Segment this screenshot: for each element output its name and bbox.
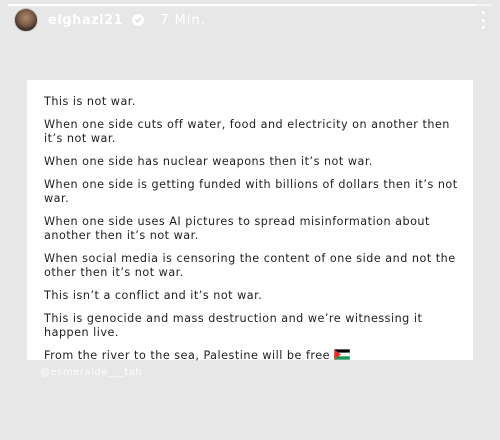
username[interactable]: elghazi21 [48,12,124,28]
note-paragraph: This is not war. [44,95,136,108]
note-paragraph: This isn’t a conflict and it’s not war. [44,289,263,302]
note-paragraph: When social media is censoring the content of one side and not the other then it’s not war. [44,252,456,279]
note-paragraph-last [44,349,461,364]
palestine-flag-icon [334,349,350,364]
note-paragraph: When one side has nuclear weapons then it’s not war. [44,155,373,168]
verified-badge-icon [132,14,144,26]
story-header [14,7,488,33]
story-progress-fill [8,4,477,6]
story-progress-bar [8,4,492,6]
avatar[interactable] [14,8,38,32]
mention-tag[interactable]: @esmeralda___tah [40,367,143,378]
note-paragraph-text: From the river to the sea, Palestine will be free [44,349,331,362]
text-note-card [27,80,473,360]
note-paragraph: When one side is getting funded with billions of dollars then it’s not war. [44,178,458,205]
note-paragraph: This is genocide and mass destruction and we’re witnessing it happen live. [44,312,423,339]
note-paragraph: When one side uses AI pictures to spread misinformation about another then it’s not war. [44,215,430,242]
note-paragraph: When one side cuts off water, food and electricity on another then it’s not war. [44,118,450,145]
story-timestamp: 7 Min. [160,12,206,28]
more-options-icon[interactable] [478,11,488,29]
